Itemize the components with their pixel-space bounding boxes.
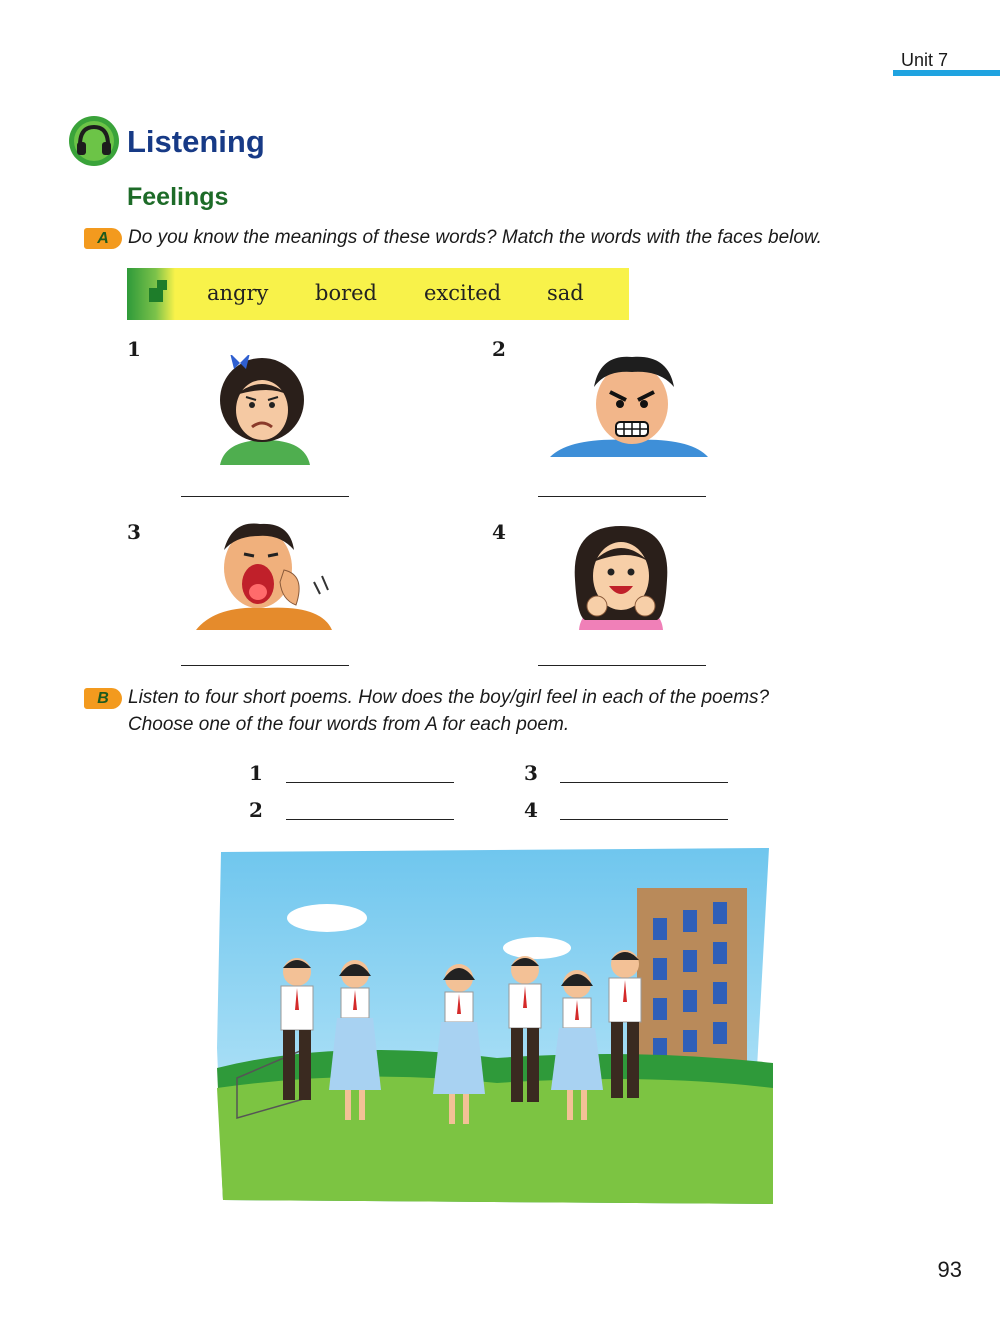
word-box-stripe	[127, 268, 175, 320]
poem-answer-line-1[interactable]	[286, 782, 454, 783]
poem-answer-line-3[interactable]	[560, 782, 728, 783]
part-a-badge: A	[84, 228, 122, 249]
answer-line-4[interactable]	[538, 665, 706, 666]
poem-number-1: 1	[249, 761, 263, 785]
answer-line-1[interactable]	[181, 496, 349, 497]
angry-boy-face-icon	[550, 352, 710, 462]
word-angry: angry	[207, 281, 269, 305]
part-b-badge: B	[84, 688, 122, 709]
part-a-instruction: Do you know the meanings of these words? Match the words with the faces below.	[128, 227, 822, 248]
poem-answer-line-4[interactable]	[560, 819, 728, 820]
students-on-school-field-icon	[217, 848, 773, 1204]
page-number: 93	[937, 1257, 962, 1282]
item-number-1: 1	[127, 337, 141, 361]
yawning-boy-face-icon	[196, 520, 336, 632]
unit-label: Unit 7	[900, 50, 948, 70]
part-b-instruction-line2: Choose one of the four words from A for each poem.	[128, 714, 570, 735]
excited-girl-face-icon	[565, 520, 677, 632]
headphones-icon	[68, 115, 120, 167]
answer-line-2[interactable]	[538, 496, 706, 497]
poem-number-3: 3	[524, 761, 538, 785]
sad-girl-face-icon	[200, 355, 330, 465]
item-number-3: 3	[127, 520, 141, 544]
section-subtitle: Feelings	[127, 183, 229, 211]
unit-bar	[893, 70, 1000, 76]
section-title: Listening	[127, 124, 265, 159]
item-number-2: 2	[492, 337, 506, 361]
poem-answer-line-2[interactable]	[286, 819, 454, 820]
poem-number-4: 4	[524, 798, 538, 822]
poem-number-2: 2	[249, 798, 263, 822]
item-number-4: 4	[492, 520, 506, 544]
answer-line-3[interactable]	[181, 665, 349, 666]
part-b-instruction-line1: Listen to four short poems. How does the boy/girl feel in each of the poems?	[128, 687, 770, 708]
word-excited: excited	[424, 281, 502, 305]
word-sad: sad	[547, 281, 584, 305]
word-bored: bored	[315, 281, 377, 305]
